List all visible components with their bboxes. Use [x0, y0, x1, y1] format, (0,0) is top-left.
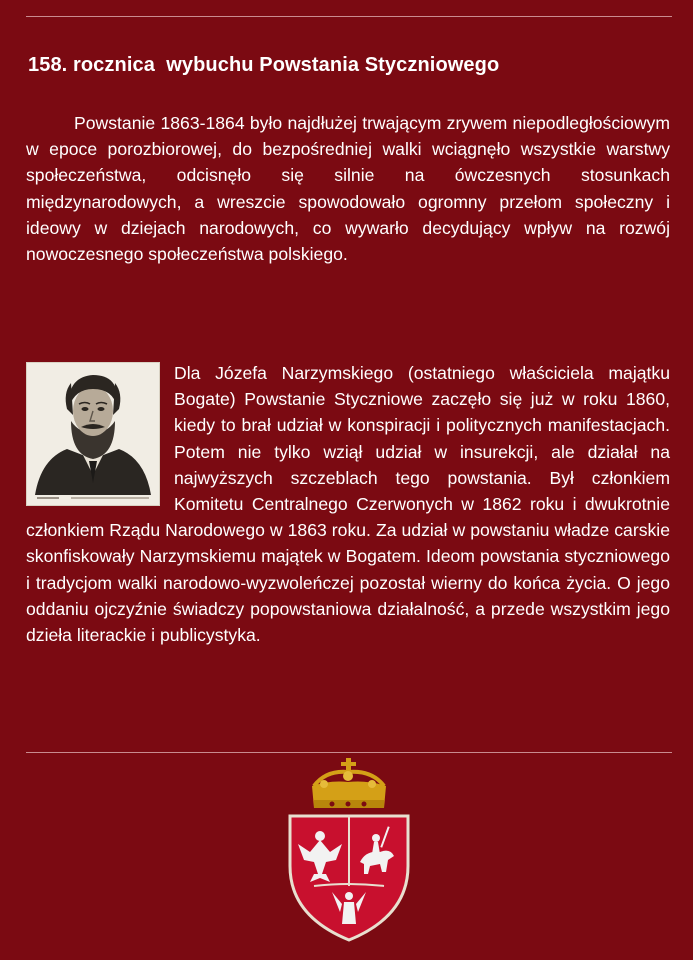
coat-of-arms-icon	[284, 756, 414, 942]
portrait-image	[26, 362, 160, 506]
page-title: 158. rocznica wybuchu Powstania Styczniowego	[28, 54, 500, 76]
biography-text: Dla Józefa Narzymskiego (ostatniego właściciela majątku Bogate) Powstanie Styczniowe zaczęło się już w roku 1860, kiedy to brał udział w konspiracji i politycznych manifestacjach. Potem nie tylko wziął udział w insurekcji, ale działał na najwyższych szczeblach tego powstania. Był członkiem Komitetu Centralnego Czerwonych w 1862 roku i dwukrotnie członkiem Rządu Narodowego w 1863 roku. Za udział w powstaniu władze carskie skonfiskowały Narzymskiemu majątek w Bogatem. Ideom powstania styczniowego i tradycjom walki narodowo-wyzwoleńczej pozostał wierny do końca życia. O jego oddaniu ojczyźnie świadczy popowstaniowa działalność, a przede wszystkim jego dzieła literackie i publicystyka.	[26, 363, 670, 646]
biography-section	[26, 360, 670, 648]
top-divider	[26, 16, 672, 17]
intro-paragraph: Powstanie 1863-1864 było najdłużej trwającym zrywem niepodległościowym w epoce porozbiorowej, do bezpośredniej walki wciągnęło wszystkie warstwy społeczeństwa, odcisnęło się silnie na ówczesnych stosunkach międzynarodowych, a wreszcie spowodowało ogromny przełom społeczny i ideowy w dziejach narodowych, co wywarło decydujący wpływ na rozwój nowoczesnego społeczeństwa polskiego.	[26, 113, 670, 265]
bottom-divider	[26, 752, 672, 753]
